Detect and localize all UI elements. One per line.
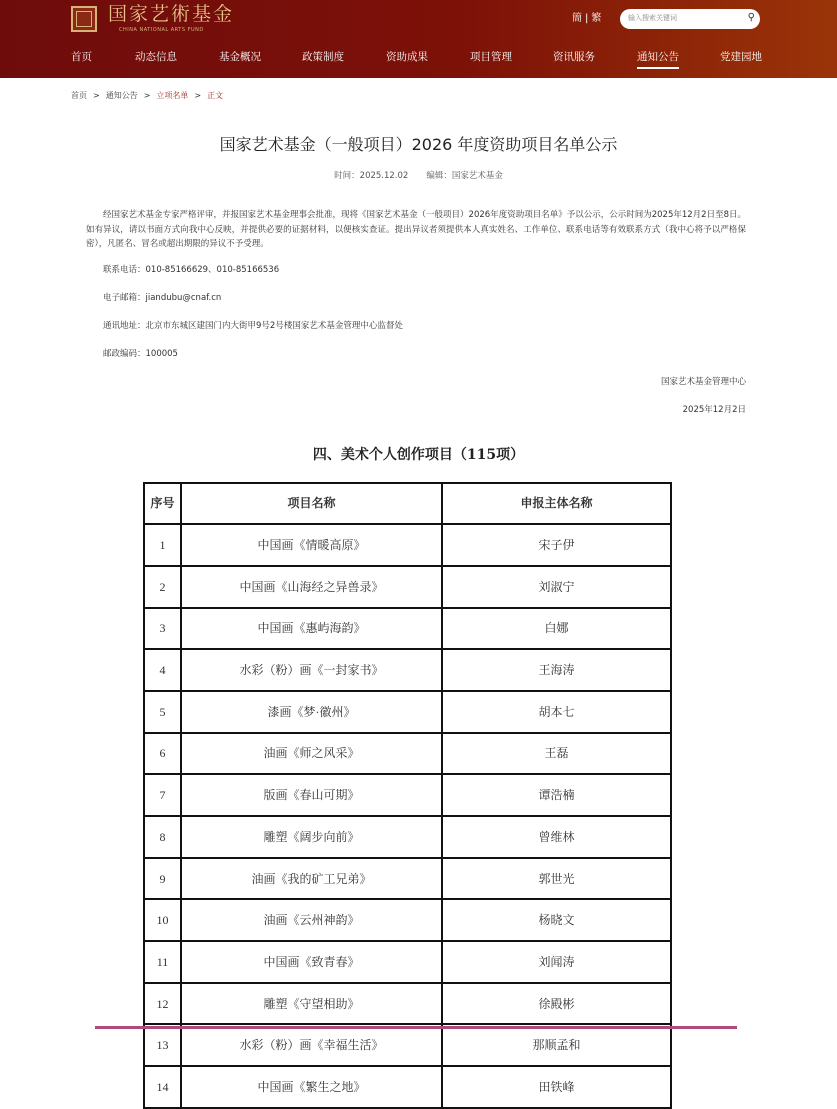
nav-news[interactable]: 动态信息 — [135, 51, 177, 63]
cell-applicant: 刘淑宁 — [442, 566, 671, 608]
cell-index: 9 — [144, 858, 181, 900]
project-table — [143, 482, 672, 1109]
cell-project: 水彩（粉）画《一封家书》 — [181, 649, 442, 691]
cell-index: 10 — [144, 899, 181, 941]
contact-postcode: 邮政编码：100005 — [103, 348, 178, 359]
nav-policy[interactable]: 政策制度 — [302, 51, 344, 63]
article-time: 时间：2025.12.02 — [334, 171, 409, 181]
contact-phone: 联系电话：010-85166629、010-85166536 — [103, 264, 280, 275]
cell-applicant: 曾维林 — [442, 816, 671, 858]
table-row — [144, 524, 671, 566]
cell-project: 中国画《繁生之地》 — [181, 1066, 442, 1108]
cell-index: 1 — [144, 524, 181, 566]
cell-index: 11 — [144, 941, 181, 983]
breadcrumb-notices[interactable]: 通知公告 — [105, 91, 138, 100]
breadcrumb-home[interactable]: 首页 — [71, 91, 87, 100]
site-header — [0, 0, 837, 78]
cell-applicant: 王磊 — [442, 733, 671, 775]
cell-index: 5 — [144, 691, 181, 733]
cell-applicant: 田铁峰 — [442, 1066, 671, 1108]
highlight-line — [95, 1026, 737, 1029]
breadcrumb-current: 正文 — [207, 91, 224, 100]
table-row — [144, 941, 671, 983]
article-meta — [0, 171, 837, 182]
section-title: 四、美术个人创作项目（115项） — [312, 446, 525, 463]
cell-applicant: 刘闻涛 — [442, 941, 671, 983]
breadcrumb-list[interactable]: 立项名单 — [156, 91, 189, 100]
cell-applicant: 谭浩楠 — [442, 774, 671, 816]
cell-project: 中国画《情暖高原》 — [181, 524, 442, 566]
cell-applicant: 王海涛 — [442, 649, 671, 691]
cell-project: 水彩（粉）画《幸福生活》 — [181, 1024, 442, 1066]
nav-notices[interactable]: 通知公告 — [637, 51, 679, 63]
search-icon[interactable]: ⚲ — [747, 12, 755, 23]
table-row — [144, 816, 671, 858]
header-index: 序号 — [144, 483, 181, 525]
table-header — [144, 483, 671, 525]
cell-applicant: 徐殿彬 — [442, 983, 671, 1025]
search-input[interactable] — [620, 9, 760, 29]
table-row — [144, 983, 671, 1025]
cell-project: 油画《我的矿工兄弟》 — [181, 858, 442, 900]
cell-project: 漆画《梦·徽州》 — [181, 691, 442, 733]
article-content — [86, 208, 746, 1109]
cell-index: 6 — [144, 733, 181, 775]
table-row — [144, 858, 671, 900]
table-row — [144, 733, 671, 775]
nav-party[interactable]: 党建园地 — [720, 51, 762, 63]
header-applicant: 申报主体名称 — [442, 483, 671, 525]
contact-address: 通讯地址：北京市东城区建国门内大街甲9号2号楼国家艺术基金管理中心监督处 — [103, 320, 403, 331]
cell-project: 中国画《山海经之异兽录》 — [181, 566, 442, 608]
signature: 国家艺术基金管理中心 — [660, 376, 746, 387]
lang-simplified[interactable]: 簡 — [572, 13, 582, 24]
cell-project: 油画《云州神韵》 — [181, 899, 442, 941]
cell-applicant: 郭世光 — [442, 858, 671, 900]
table-row — [144, 1066, 671, 1108]
table-row — [144, 566, 671, 608]
lang-traditional[interactable]: 繁 — [591, 13, 602, 24]
cell-index: 13 — [144, 1024, 181, 1066]
contact-email: 电子邮箱：jiandubu@cnaf.cn — [103, 292, 222, 303]
cell-project: 中国画《惠屿海韵》 — [181, 608, 442, 650]
cell-project: 中国画《致青春》 — [181, 941, 442, 983]
language-switch: 簡 | 繁 — [572, 13, 602, 24]
cell-applicant: 杨晓文 — [442, 899, 671, 941]
article-editor: 编辑：国家艺术基金 — [426, 171, 503, 181]
cell-index: 4 — [144, 649, 181, 691]
nav-projects[interactable]: 项目管理 — [470, 51, 512, 63]
table-row — [144, 774, 671, 816]
cell-applicant: 宋子伊 — [442, 524, 671, 566]
header-project: 项目名称 — [181, 483, 442, 525]
cell-project: 版画《春山可期》 — [181, 774, 442, 816]
logo-text[interactable]: 国家艺術基金 — [108, 3, 235, 25]
article-title: 国家艺术基金（一般项目）2026 年度资助项目名单公示 — [219, 135, 618, 154]
nav-services[interactable]: 资讯服务 — [553, 51, 595, 63]
nav-home[interactable]: 首页 — [71, 51, 92, 63]
cell-project: 雕塑《守望相助》 — [181, 983, 442, 1025]
cell-index: 3 — [144, 608, 181, 650]
nav-results[interactable]: 资助成果 — [386, 51, 428, 63]
cell-index: 2 — [144, 566, 181, 608]
article-body: 经国家艺术基金专家严格评审，并报国家艺术基金理事会批准，现将《国家艺术基金（一般项目）2026年度资助项目名单》予以公示，公示时间为2025年12月2日至8日。如有异议，请以书面方式向我中心反映，并提供必要的证据材料，以便核实查证。提出异议者须提供本人真实姓名、工作单位、联系电话等有效联系方式（我中心将予以严格保密），凡匿名、冒名或超出期限的异议不予受理。 — [86, 210, 746, 249]
cell-project: 油画《师之风采》 — [181, 733, 442, 775]
table-row — [144, 691, 671, 733]
nav-about[interactable]: 基金概况 — [219, 51, 261, 63]
table-row — [144, 1024, 671, 1066]
breadcrumb: 首页 > 通知公告 > 立项名单 > 正文 — [71, 91, 224, 100]
main-nav — [0, 51, 837, 71]
cell-index: 14 — [144, 1066, 181, 1108]
search-placeholder: 输入搜索关键词 — [628, 14, 677, 22]
logo-english: CHINA NATIONAL ARTS FUND — [119, 27, 204, 33]
table-row — [144, 899, 671, 941]
signature-date: 2025年12月2日 — [682, 404, 746, 415]
cell-project: 雕塑《阔步向前》 — [181, 816, 442, 858]
table-row — [144, 608, 671, 650]
cell-index: 12 — [144, 983, 181, 1025]
cell-applicant: 胡本七 — [442, 691, 671, 733]
cell-applicant: 那顺孟和 — [442, 1024, 671, 1066]
cell-index: 7 — [144, 774, 181, 816]
cell-index: 8 — [144, 816, 181, 858]
logo-seal-icon[interactable] — [71, 6, 97, 32]
cell-applicant: 白娜 — [442, 608, 671, 650]
table-row — [144, 649, 671, 691]
